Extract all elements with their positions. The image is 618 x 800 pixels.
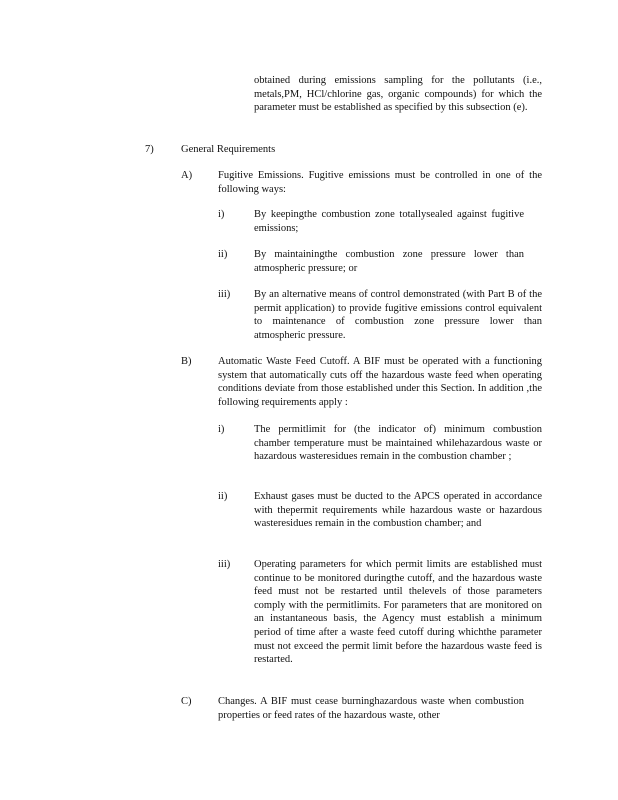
item-b-iii-label: iii) <box>218 559 231 570</box>
item-a-label: A) <box>181 170 193 181</box>
item-b-i-text: The permitlimit for (the indicator of) minimum combustion chamber temperature must be maintained whilehazardous waste or hazardous wasteresidues remain in the combustion chamber ; <box>254 424 542 463</box>
item-b-ii-text: Exhaust gases must be ducted to the APCS operated in accordance with thepermit requirements while hazardous waste or hazardous wasteresidues remain in the combustion chamber; and <box>254 491 542 530</box>
item-b-label: B) <box>181 356 192 367</box>
item-a-text: Fugitive Emissions. Fugitive emissions must be controlled in one of the following ways: <box>218 170 542 195</box>
item-a-i-text: By keepingthe combustion zone totallysealed against fugitive emissions; <box>254 209 524 234</box>
item-a-iii-label: iii) <box>218 289 231 300</box>
lead-paragraph: obtained during emissions sampling for the pollutants (i.e., metals,PM, HCl/chlorine gas, organic compounds) for which the parameter must be established as specified by this subsection (e). <box>254 75 542 114</box>
item-b-iii-text: Operating parameters for which permit limits are established must continue to be monitored duringthe cutoff, and the hazardous waste feed must not be restarted until thelevels of those parameters comply with the permitlimits. For parameters that are monitored on an instantaneous basis, the Agency must establish a minimum period of time after a waste feed cutoff during whichthe parameter must not exceed the permit limit before the hazardous waste feed is restarted. <box>254 559 542 666</box>
item-a-ii-label: ii) <box>218 249 228 260</box>
item-a-i-label: i) <box>218 209 225 220</box>
item-c-text: Changes. A BIF must cease burninghazardous waste when combustion properties or feed rates of the hazardous waste, other <box>218 696 524 721</box>
item-a-iii-text: By an alternative means of control demonstrated (with Part B of the permit application) to provide fugitive emissions control equivalent to maintenance of combustion zone pressure lower than atmospheric pressure. <box>254 289 542 341</box>
item-b-i-label: i) <box>218 424 225 435</box>
item-a-ii-text: By maintainingthe combustion zone pressure lower than atmospheric pressure; or <box>254 249 524 274</box>
section-7-number: 7) <box>145 144 154 155</box>
item-c-label: C) <box>181 696 192 707</box>
item-b-ii-label: ii) <box>218 491 228 502</box>
section-7-title: General Requirements <box>181 144 276 155</box>
item-b-text: Automatic Waste Feed Cutoff. A BIF must be operated with a functioning system that automatically cuts off the hazardous waste feed when operating conditions deviate from those established under this Section. In addition ,the following requirements apply : <box>218 356 542 408</box>
